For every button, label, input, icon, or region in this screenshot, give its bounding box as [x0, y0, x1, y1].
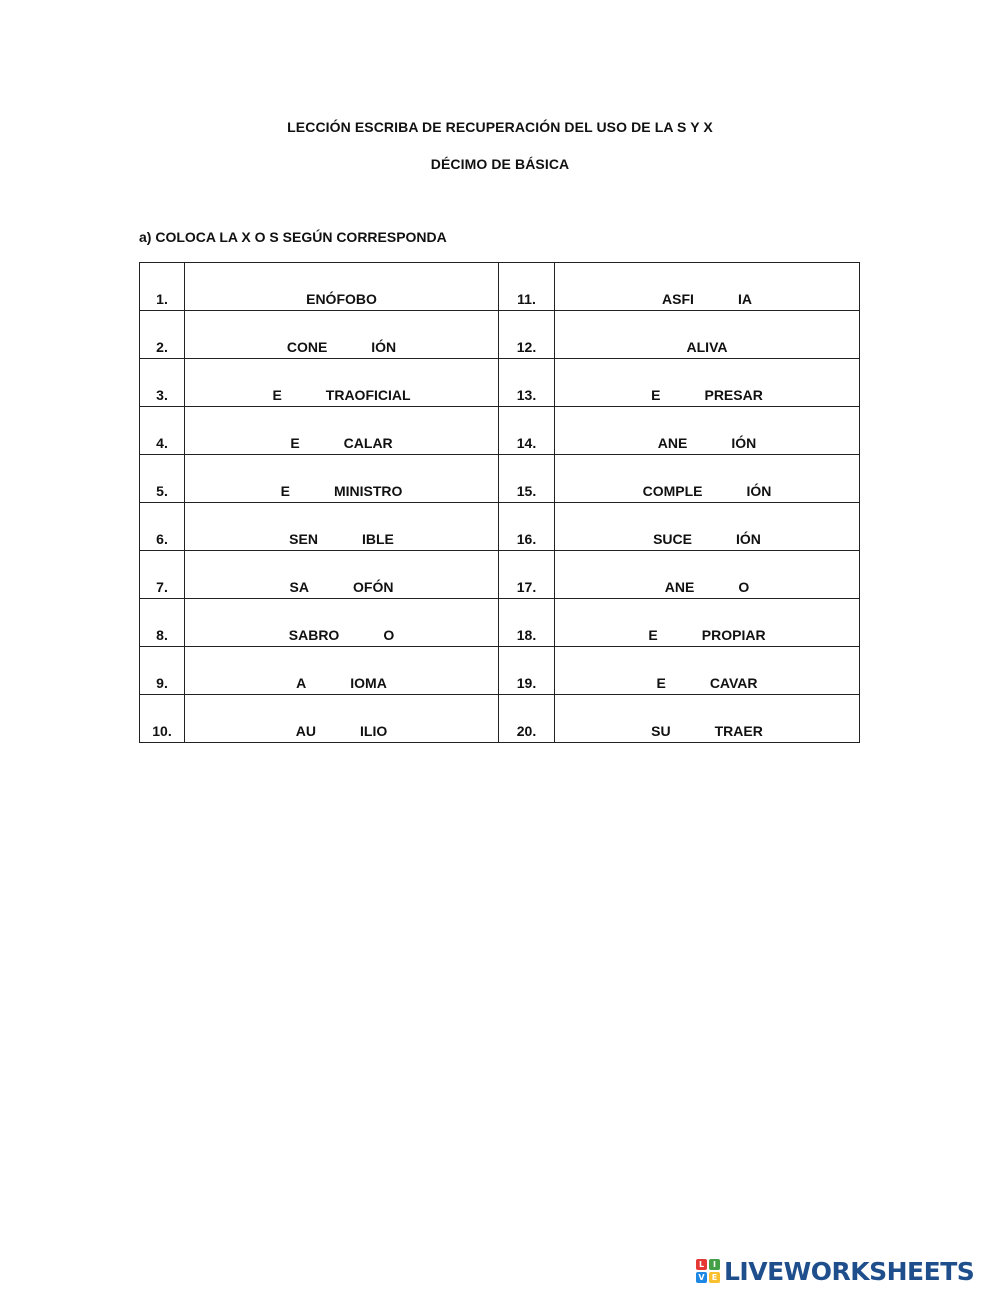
item-number: 10. — [140, 695, 185, 743]
item-number: 19. — [499, 647, 555, 695]
word-fragment: AU — [295, 723, 316, 739]
word-fragment: E — [272, 387, 282, 403]
table-row — [140, 311, 860, 359]
word-cell — [185, 503, 499, 551]
logo-letter-l: L — [696, 1259, 707, 1270]
item-number: 12. — [499, 311, 555, 359]
word-fragment: IÓN — [736, 531, 761, 547]
word-fragment: IÓN — [731, 435, 757, 451]
item-number: 16. — [499, 503, 555, 551]
item-number: 8. — [140, 599, 185, 647]
word-cell — [185, 263, 499, 311]
word-fragment: IÓN — [746, 483, 772, 499]
word-cell — [185, 695, 499, 743]
word-cell — [185, 311, 499, 359]
item-number: 14. — [499, 407, 555, 455]
word-cell — [555, 455, 860, 503]
word-fragment: COMPLE — [642, 483, 703, 499]
word-cell — [185, 407, 499, 455]
word-cell — [555, 263, 860, 311]
table-row — [140, 263, 860, 311]
word-fragment: SABRO — [288, 627, 340, 643]
word-fragment: E — [651, 387, 661, 403]
word-fragment: PROPIAR — [701, 627, 766, 643]
table-row — [140, 503, 860, 551]
logo-mark-icon — [696, 1259, 720, 1283]
item-number: 18. — [499, 599, 555, 647]
word-fragment: IA — [737, 291, 752, 307]
item-number: 11. — [499, 263, 555, 311]
word-cell — [185, 551, 499, 599]
word-cell — [555, 311, 860, 359]
logo-letter-v: V — [696, 1272, 707, 1283]
liveworksheets-logo — [696, 1254, 974, 1288]
word-cell — [185, 599, 499, 647]
table-row — [140, 407, 860, 455]
table-row — [140, 647, 860, 695]
word-fragment: O — [738, 579, 750, 595]
item-number: 9. — [140, 647, 185, 695]
word-fragment: ANE — [657, 435, 688, 451]
word-cell — [555, 359, 860, 407]
item-number: 1. — [140, 263, 185, 311]
word-cell — [185, 455, 499, 503]
word-fragment: ENÓFOBO — [306, 291, 377, 307]
word-fragment: TRAOFICIAL — [325, 387, 411, 403]
word-fragment: PRESAR — [704, 387, 763, 403]
logo-letter-i: I — [709, 1259, 720, 1270]
word-fragment: E — [648, 627, 658, 643]
word-fragment: ANE — [664, 579, 695, 595]
word-fragment: IOMA — [350, 675, 387, 691]
page-title: LECCIÓN ESCRIBA DE RECUPERACIÓN DEL USO DE LA S Y X — [287, 119, 713, 135]
item-number: 2. — [140, 311, 185, 359]
item-number: 3. — [140, 359, 185, 407]
item-number: 17. — [499, 551, 555, 599]
table-row — [140, 359, 860, 407]
item-number: 7. — [140, 551, 185, 599]
word-fragment: ILIO — [360, 723, 388, 739]
word-cell — [555, 503, 860, 551]
logo-letter-e: E — [709, 1272, 720, 1283]
word-fragment: CAVAR — [709, 675, 758, 691]
table-row — [140, 599, 860, 647]
word-fragment: A — [296, 675, 307, 691]
word-cell — [185, 359, 499, 407]
word-fragment: E — [280, 483, 290, 499]
word-fragment: CALAR — [343, 435, 393, 451]
word-fragment: SA — [289, 579, 309, 595]
word-fragment: CONE — [286, 339, 328, 355]
table-row — [140, 695, 860, 743]
logo-text: LIVEWORKSHEETS — [724, 1256, 975, 1286]
word-fragment: MINISTRO — [333, 483, 403, 499]
word-fragment: SEN — [289, 531, 318, 547]
word-fragment: SUCE — [653, 531, 692, 547]
item-number: 20. — [499, 695, 555, 743]
word-fragment: O — [383, 627, 395, 643]
word-fragment: SU — [651, 723, 671, 739]
word-fragment: IÓN — [371, 339, 397, 355]
word-cell — [555, 599, 860, 647]
item-number: 5. — [140, 455, 185, 503]
item-number: 15. — [499, 455, 555, 503]
item-number: 4. — [140, 407, 185, 455]
word-cell — [555, 647, 860, 695]
word-fragment: ASFI — [662, 291, 694, 307]
word-fragment: ALIVA — [686, 339, 728, 355]
word-fragment: TRAER — [714, 723, 763, 739]
word-cell — [555, 695, 860, 743]
word-fragment: E — [290, 435, 300, 451]
table-row — [140, 455, 860, 503]
page-subtitle: DÉCIMO DE BÁSICA — [430, 156, 570, 172]
exercise-table — [139, 262, 860, 743]
word-cell — [555, 551, 860, 599]
word-cell — [555, 407, 860, 455]
word-fragment: E — [656, 675, 666, 691]
table-row — [140, 551, 860, 599]
item-number: 13. — [499, 359, 555, 407]
word-fragment: OFÓN — [353, 579, 394, 595]
word-fragment: IBLE — [361, 531, 394, 547]
instruction-text: a) COLOCA LA X O S SEGÚN CORRESPONDA — [139, 229, 447, 245]
item-number: 6. — [140, 503, 185, 551]
word-cell — [185, 647, 499, 695]
